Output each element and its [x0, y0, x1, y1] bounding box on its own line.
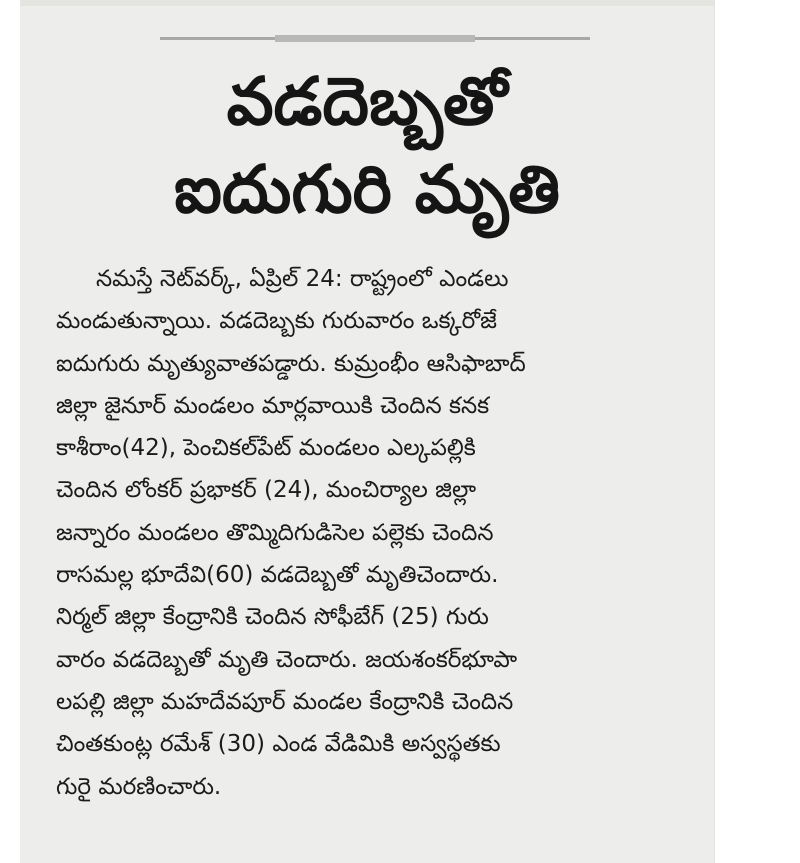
body-line: నిర్మల్ జిల్లా కేంద్రానికి చెందిన సోఫీబేగ్ (25) గురు — [56, 604, 489, 631]
body-line: చెందిన లోంకర్ ప్రభాకర్ (24), మంచిర్యాల జిల్లా — [56, 477, 477, 504]
body-line: వారం వడదెబ్బతో మృతి చెందారు. జయశంకర్‌భూపా — [56, 646, 518, 673]
body-line: జిల్లా జైనూర్ మండలం మార్లవాయికి చెందిన కనక — [56, 392, 490, 419]
body-line: రాసమల్ల భూదేవి(60) వడదెబ్బతో మృతిచెందారు. — [56, 562, 499, 589]
headline-line-2: ఐదుగురి మృతి — [173, 151, 561, 228]
body-line: కాశీరాం(42), పెంచికల్‌పేట్ మండలం ఎల్కపల్లికి — [56, 435, 476, 462]
body-line: గురై మరణించారు. — [56, 773, 222, 800]
body-line: ఐదుగురు మృత్యువాతపడ్డారు. కుమ్రంభీం ఆసిఫాబాద్ — [56, 350, 526, 377]
headline — [20, 58, 714, 234]
headline-divider-center — [275, 35, 475, 42]
body-line: జన్నారం మండలం తొమ్మిదిగుడిసెల పల్లెకు చెందిన — [56, 519, 494, 546]
body-line: నమస్తే నెట్‌వర్క్, ఏప్రిల్ 24: రాష్ట్రంలో ఎండలు — [96, 266, 509, 292]
top-cut-edge — [20, 0, 714, 6]
body-line: లపల్లి జిల్లా మహదేవపూర్ మండల కేంద్రానికి చెందిన — [56, 688, 514, 715]
headline-line-1: వడదెబ్బతో — [226, 63, 508, 140]
article-body — [56, 258, 696, 808]
newspaper-clipping — [20, 0, 715, 863]
body-line: చింతకుంట్ల రమేశ్ (30) ఎండ వేడిమికి అస్వస్థతకు — [56, 731, 501, 758]
body-line: మండుతున్నాయి. వడదెబ్బకు గురువారం ఒక్కరోజే — [56, 308, 497, 335]
